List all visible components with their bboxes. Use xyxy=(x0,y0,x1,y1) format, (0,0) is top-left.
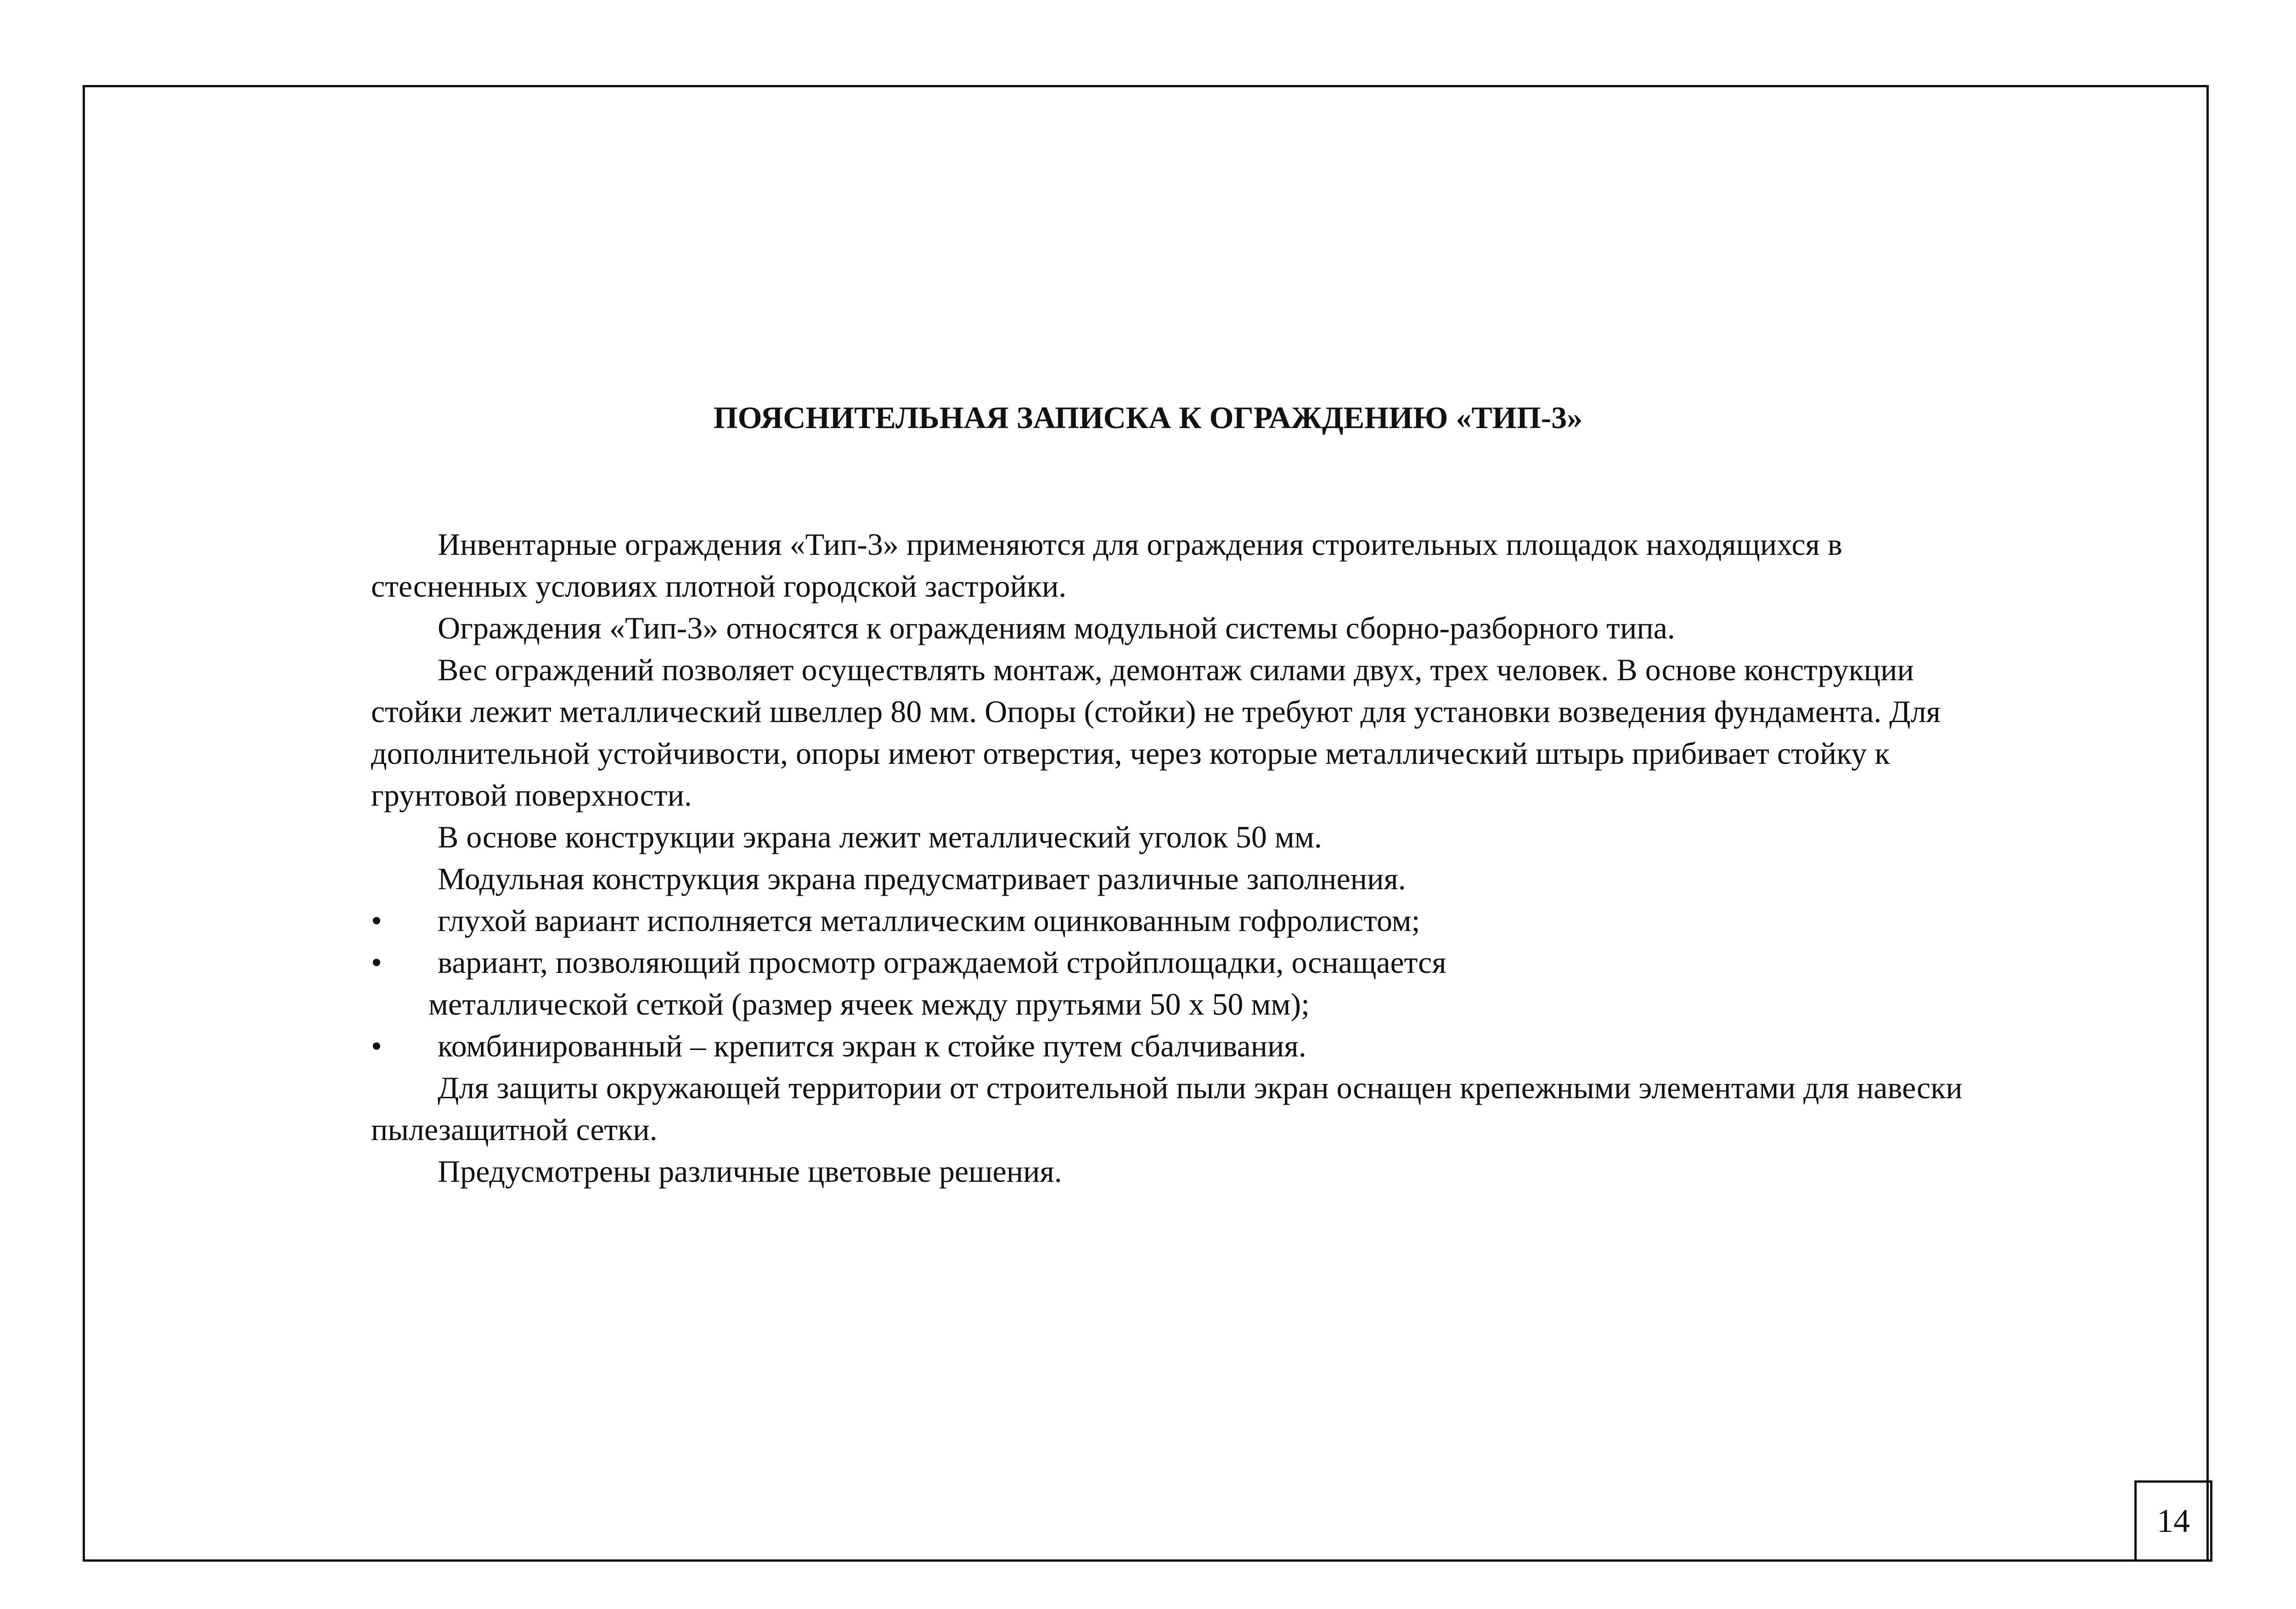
bullet-item-solid xyxy=(371,900,1997,942)
bullet-item-mesh xyxy=(371,942,1997,1025)
bullet-text-continuation: металлической сеткой (размер ячеек между прутьями 50 х 50 мм); xyxy=(428,987,1310,1022)
bullet-mark: • xyxy=(371,903,382,938)
paragraph-modular-system: Ограждения «Тип-3» относятся к ограждениям модульной системы сборно-разборного типа. xyxy=(438,610,1675,645)
bullet-text: комбинированный – крепится экран к стойке путем сбалчивания. xyxy=(438,1028,1306,1063)
bullet-text: глухой вариант исполняется металлическим оцинкованным гофролистом; xyxy=(438,903,1420,938)
bullet-mark: • xyxy=(371,1028,382,1063)
paragraph-purpose: Инвентарные ограждения «Тип-3» применяются для ограждения строительных площадок находящихся в стесненных условиях плотной городской застройки. xyxy=(371,527,1843,604)
page-number: 14 xyxy=(2157,1502,2190,1539)
document-body xyxy=(371,524,1997,1192)
bullet-text: вариант, позволяющий просмотр ограждаемой стройплощадки, оснащается xyxy=(438,945,1446,980)
paragraph-weight-and-posts: Вес ограждений позволяет осуществлять монтаж, демонтаж силами двух, трех человек. В основе конструкции стойки лежит металлический швеллер 80 мм. Опоры (стойки) не требуют для установки возведения фундамента. Для дополнительной устойчивости, опоры имеют отверстия, через которые металлический штырь прибивает стойку к грунтовой поверхности. xyxy=(371,652,1941,813)
paragraph-color-options: Предусмотрены различные цветовые решения. xyxy=(438,1154,1062,1189)
paragraph-dust-protection: Для защиты окружающей территории от строительной пыли экран оснащен крепежными элементами для навески пылезащитной сетки. xyxy=(371,1070,1963,1147)
page-number-box xyxy=(2134,1480,2212,1562)
bullet-mark: • xyxy=(371,945,382,980)
document-title: ПОЯСНИТЕЛЬНАЯ ЗАПИСКА К ОГРАЖДЕНИЮ «ТИП-3» xyxy=(713,400,1583,435)
paragraph-fill-options: Модульная конструкция экрана предусматривает различные заполнения. xyxy=(438,861,1406,896)
paragraph-screen-frame: В основе конструкции экрана лежит металлический уголок 50 мм. xyxy=(438,819,1322,854)
bullet-item-combined xyxy=(371,1025,1997,1067)
